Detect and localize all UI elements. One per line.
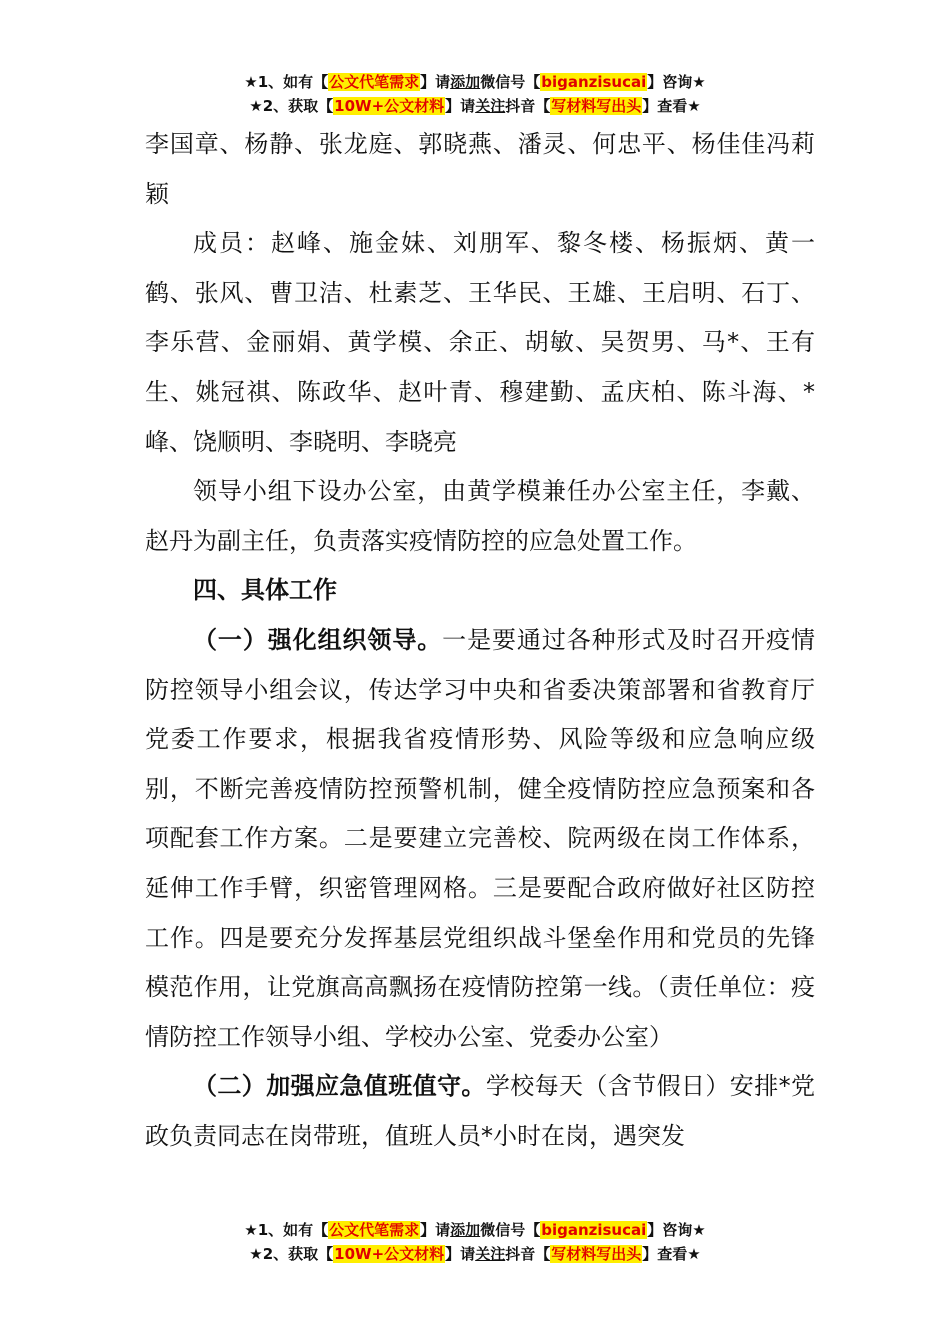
highlight-service: 公文代笔需求: [329, 1221, 420, 1239]
star-icon: ★: [692, 1221, 706, 1239]
document-body: [145, 120, 815, 1161]
paragraph-duty: [145, 1062, 815, 1161]
paragraph-members: 成员：赵峰、施金妹、刘朋军、黎冬楼、杨振炳、黄一鹤、张风、曹卫洁、杜素芝、王华民、王雄、王启明、石丁、李乐营、金丽娟、黄学模、余正、胡敏、吴贺男、马*、王有生、姚冠祺、陈政华、赵叶青、穆建勤、孟庆柏、陈斗海、*峰、饶顺明、李晓明、李晓亮: [145, 229, 815, 456]
promo-line-2: ★2、获取【10W+公文材料】请关注抖音【写材料写出头】查看★: [249, 1245, 701, 1263]
star-icon: ★: [692, 73, 706, 91]
subsection-title: （二）加强应急值班值守。: [193, 1072, 486, 1101]
highlight-materials: 10W+公文材料: [334, 97, 445, 115]
subsection-text: 一是要通过各种形式及时召开疫情防控领导小组会议，传达学习中央和省委决策部署和省教育厅党委工作要求，根据我省疫情形势、风险等级和应急响应级别，不断完善疫情防控预警机制，健全疫情防控应急预案和各项配套工作方案。二是要建立完善校、院两级在岗工作体系，延伸工作手臂，织密管理网格。三是要配合政府做好社区防控工作。四是要充分发挥基层党组织战斗堡垒作用和党员的先锋模范作用，让党旗高高飘扬在疫情防控第一线。（责任单位：疫情防控工作领导小组、学校办公室、党委办公室）: [145, 625, 816, 1051]
paragraph-leaders: 李国章、杨静、张龙庭、郭晓燕、潘灵、何忠平、杨佳佳冯莉颖: [145, 130, 815, 208]
top-promo-banner: [0, 70, 950, 118]
star-icon: ★: [249, 1245, 263, 1263]
star-icon: ★: [249, 97, 263, 115]
paragraph-organization: [145, 616, 815, 1062]
highlight-douyin: 写材料写出头: [551, 97, 642, 115]
star-icon: ★: [244, 1221, 258, 1239]
highlight-service: 公文代笔需求: [329, 73, 420, 91]
highlight-wechat-id: biganzisucai: [541, 73, 647, 91]
highlight-materials: 10W+公文材料: [334, 1245, 445, 1263]
subsection-text: 学校每天（含节假日）安排*党政负责同志在岗带班，值班人员*小时在岗，遇突发: [145, 1072, 816, 1150]
bottom-promo-banner: [0, 1218, 950, 1266]
star-icon: ★: [687, 97, 701, 115]
star-icon: ★: [244, 73, 258, 91]
paragraph-office: 领导小组下设办公室，由黄学模兼任办公室主任，李戴、赵丹为副主任，负责落实疫情防控的应急处置工作。: [145, 477, 815, 555]
highlight-wechat-id: biganzisucai: [541, 1221, 647, 1239]
star-icon: ★: [687, 1245, 701, 1263]
promo-line-2: ★2、获取【10W+公文材料】请关注抖音【写材料写出头】查看★: [249, 97, 701, 115]
highlight-douyin: 写材料写出头: [551, 1245, 642, 1263]
promo-line-1: ★1、如有【公文代笔需求】请添加微信号【biganzisucai】咨询★: [244, 1221, 706, 1239]
section-heading: 四、具体工作: [193, 576, 337, 605]
subsection-title: （一）强化组织领导。: [193, 625, 443, 654]
promo-line-1: ★1、如有【公文代笔需求】请添加微信号【biganzisucai】咨询★: [244, 73, 706, 91]
